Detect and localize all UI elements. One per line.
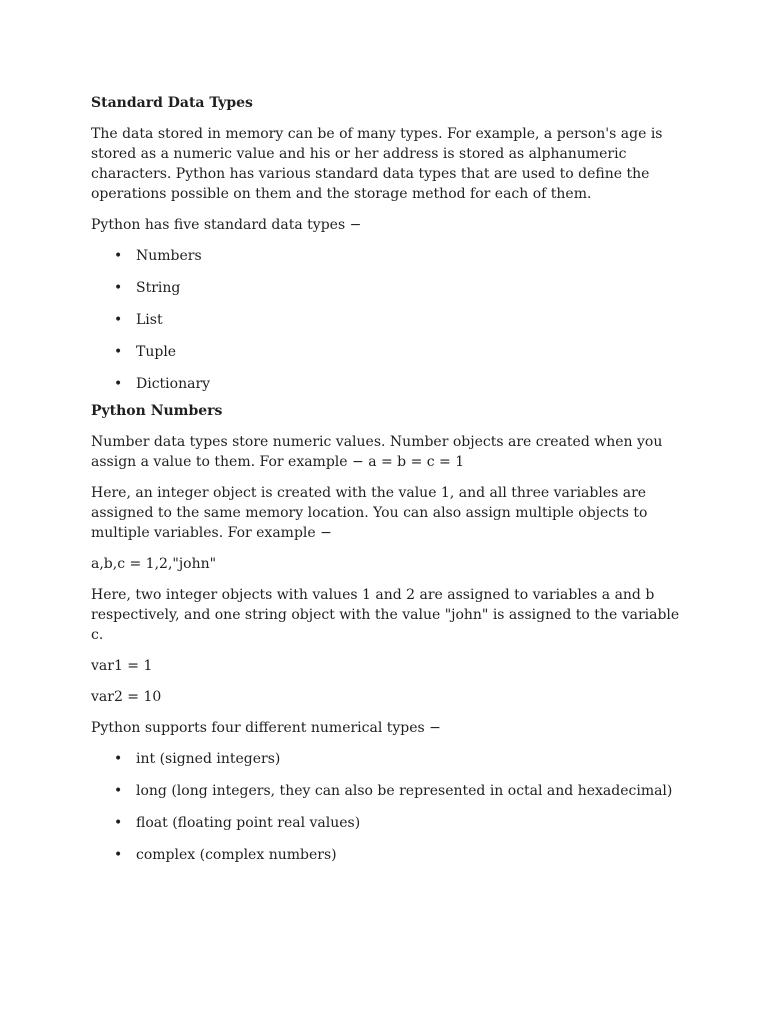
list-item-label: Dictionary xyxy=(136,376,211,392)
list-item-label: int (signed integers) xyxy=(136,751,281,767)
list-item xyxy=(91,813,691,845)
paragraph-intro: The data stored in memory can be of many types. For example, a person's age is stored as a numeric value and his or her address is stored as alphanumeric characters. Python has various standard data types that are used to define the operations possible on them and the storage method for each of them. xyxy=(91,126,663,202)
heading-python-numbers: Python Numbers xyxy=(91,403,223,419)
list-item xyxy=(91,278,691,310)
list-item xyxy=(91,310,691,342)
list-item-label: complex (complex numbers) xyxy=(136,847,337,863)
paragraph-two-integer-objects: Here, two integer objects with values 1 and 2 are assigned to variables a and b respectively, and one string object with the value "john" is assigned to the variable c. xyxy=(91,587,680,643)
list-item xyxy=(91,374,691,396)
heading-standard-data-types: Standard Data Types xyxy=(91,95,253,111)
code-var1: var1 = 1 xyxy=(91,658,153,674)
list-item xyxy=(91,246,691,278)
list-item-label: List xyxy=(136,312,163,328)
paragraph-integer-object: Here, an integer object is created with the value 1, and all three variables are assigned to the same memory location. You can also assign multiple objects to multiple variables. For example − xyxy=(91,485,648,541)
list-item xyxy=(91,845,691,877)
paragraph-five-types-lead: Python has five standard data types − xyxy=(91,217,362,233)
list-item-label: String xyxy=(136,280,181,296)
list-item-label: float (floating point real values) xyxy=(136,815,361,831)
bullet-icon: • xyxy=(114,376,123,392)
bullet-icon: • xyxy=(114,312,123,328)
bullet-icon: • xyxy=(114,280,123,296)
list-item xyxy=(91,749,691,781)
list-standard-data-types xyxy=(91,246,691,396)
bullet-icon: • xyxy=(114,783,123,799)
paragraph-numerical-types-lead: Python supports four different numerical types − xyxy=(91,720,441,736)
code-var2: var2 = 10 xyxy=(91,689,162,705)
paragraph-number-types: Number data types store numeric values. Number objects are created when you assign a value to them. For example − a = b = c = 1 xyxy=(91,434,663,470)
code-multiple-assignment: a,b,c = 1,2,"john" xyxy=(91,556,217,572)
list-item-label: Numbers xyxy=(136,248,202,264)
bullet-icon: • xyxy=(114,344,123,360)
bullet-icon: • xyxy=(114,751,123,767)
list-item xyxy=(91,781,691,813)
list-item-label: long (long integers, they can also be represented in octal and hexadecimal) xyxy=(136,783,673,799)
list-numerical-types xyxy=(91,749,691,877)
document-page xyxy=(91,93,691,882)
bullet-icon: • xyxy=(114,248,123,264)
list-item-label: Tuple xyxy=(136,344,177,360)
list-item xyxy=(91,342,691,374)
bullet-icon: • xyxy=(114,847,123,863)
bullet-icon: • xyxy=(114,815,123,831)
